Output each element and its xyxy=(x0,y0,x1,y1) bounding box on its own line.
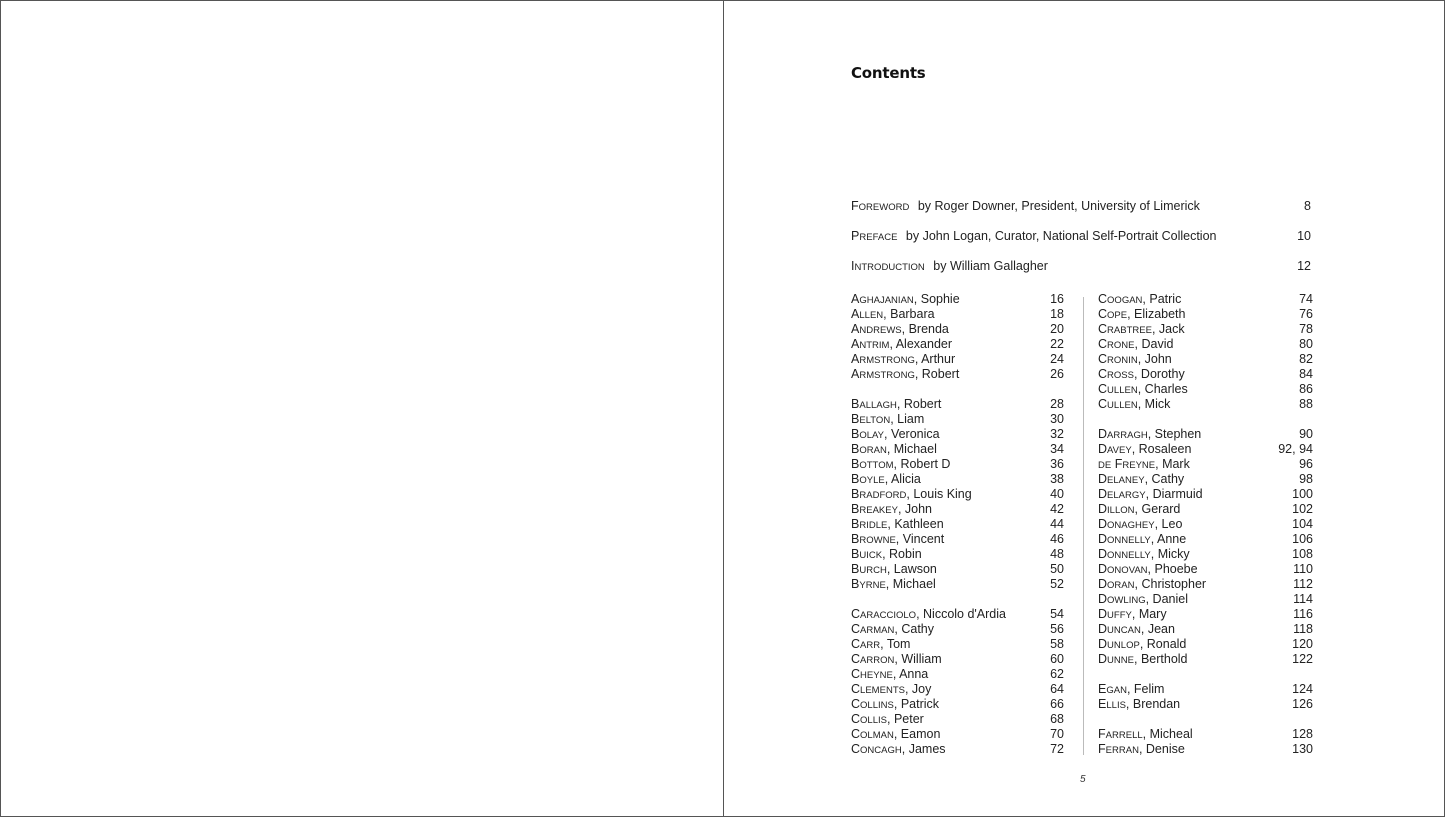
contents-entry[interactable] xyxy=(851,697,1064,712)
contents-entry[interactable] xyxy=(851,502,1064,517)
page-number: 104 xyxy=(1292,517,1313,531)
contents-entry[interactable] xyxy=(1098,307,1313,322)
contents-entry[interactable] xyxy=(1098,682,1313,697)
page-number: 126 xyxy=(1292,697,1313,711)
contents-entry[interactable] xyxy=(851,577,1064,592)
artist-surname: BORAN xyxy=(851,442,887,456)
group-spacer xyxy=(1098,412,1313,427)
artist-surname: DONOVAN xyxy=(1098,562,1148,576)
page-number: 52 xyxy=(1050,577,1064,591)
page-number: 114 xyxy=(1293,592,1313,606)
artist-surname: CROSS xyxy=(1098,367,1134,381)
artist-surname: EGAN xyxy=(1098,682,1127,696)
contents-entry[interactable] xyxy=(1098,352,1313,367)
artist-given-name: , Cathy xyxy=(1144,472,1185,486)
artist-given-name: , Robin xyxy=(882,547,922,561)
contents-entry[interactable] xyxy=(851,307,1064,322)
contents-entry[interactable] xyxy=(851,607,1064,622)
contents-entry[interactable] xyxy=(1098,547,1313,562)
artist-given-name: , Denise xyxy=(1138,742,1185,756)
group-spacer xyxy=(1098,712,1313,727)
artist-given-name: , Cathy xyxy=(894,622,934,636)
artist-surname: ANTRIM xyxy=(851,337,890,351)
contents-entry[interactable] xyxy=(1098,487,1313,502)
contents-entry[interactable] xyxy=(851,367,1064,382)
artist-surname: CONCAGH xyxy=(851,742,902,756)
artist-surname: BOLAY xyxy=(851,427,885,441)
page-number: 80 xyxy=(1299,337,1313,351)
contents-entry[interactable] xyxy=(851,727,1064,742)
artist-surname: CARRON xyxy=(851,652,895,666)
artist-surname: DILLON xyxy=(1098,502,1135,516)
contents-entry[interactable] xyxy=(1098,442,1313,457)
page-number: 28 xyxy=(1050,397,1064,411)
contents-entry[interactable] xyxy=(851,637,1064,652)
artist-given-name: , Mary xyxy=(1131,607,1167,621)
artist-given-name: , William xyxy=(894,652,942,666)
page-number: 20 xyxy=(1050,322,1064,336)
contents-entry[interactable] xyxy=(1098,727,1313,742)
contents-entry[interactable] xyxy=(851,487,1064,502)
artist-given-name: , Gerard xyxy=(1134,502,1181,516)
artist-given-name: , Brenda xyxy=(901,322,949,336)
page-number: 56 xyxy=(1050,622,1064,636)
artist-surname: ALLEN xyxy=(851,307,884,321)
contents-entry[interactable] xyxy=(1098,607,1313,622)
page-number: 42 xyxy=(1050,502,1064,516)
artist-given-name: , Anne xyxy=(1150,532,1187,546)
page-number: 72 xyxy=(1050,742,1064,756)
artist-given-name: , John xyxy=(1137,352,1172,366)
artist-given-name: , Daniel xyxy=(1145,592,1188,606)
artist-given-name: , Joy xyxy=(904,682,932,696)
page-number: 74 xyxy=(1299,292,1313,306)
artist-surname: FERRAN xyxy=(1098,742,1139,756)
artist-given-name: , Alicia xyxy=(884,472,921,486)
artist-surname: BOYLE xyxy=(851,472,885,486)
contents-entry[interactable] xyxy=(851,712,1064,727)
contents-entry[interactable] xyxy=(851,352,1064,367)
artist-given-name: , Mark xyxy=(1155,457,1190,471)
contents-entry[interactable] xyxy=(851,682,1064,697)
artist-given-name: , Louis King xyxy=(906,487,972,501)
page-number: 128 xyxy=(1292,727,1313,741)
page-number: 44 xyxy=(1050,517,1064,531)
page-number: 84 xyxy=(1299,367,1313,381)
artist-given-name: , Arthur xyxy=(914,352,956,366)
page-title: Contents xyxy=(851,64,926,82)
artist-given-name: , Berthold xyxy=(1134,652,1188,666)
page-number: 116 xyxy=(1293,607,1313,621)
page-number: 82 xyxy=(1299,352,1313,366)
front-matter-foreword[interactable] xyxy=(851,199,1311,215)
page-number: 98 xyxy=(1299,472,1313,486)
page-number: 48 xyxy=(1050,547,1064,561)
artist-surname: AGHAJANIAN xyxy=(851,292,914,306)
page-number: 66 xyxy=(1050,697,1064,711)
artist-surname: CULLEN xyxy=(1098,397,1138,411)
artist-surname: DARRAGH xyxy=(1098,427,1148,441)
contents-entry[interactable] xyxy=(1098,367,1313,382)
left-page-blank xyxy=(1,1,723,816)
page-number: 102 xyxy=(1292,502,1313,516)
artist-given-name: , Leo xyxy=(1154,517,1183,531)
page-number: 32 xyxy=(1050,427,1064,441)
page-number: 100 xyxy=(1292,487,1313,501)
artist-given-name: , Patrick xyxy=(893,697,940,711)
artist-given-name: , Felim xyxy=(1126,682,1165,696)
contents-entry[interactable] xyxy=(1098,577,1313,592)
artist-surname: CHEYNE xyxy=(851,667,893,681)
contents-entry[interactable] xyxy=(851,652,1064,667)
artist-surname: DELANEY xyxy=(1098,472,1145,486)
page-number: 90 xyxy=(1299,427,1313,441)
artist-surname: FARRELL xyxy=(1098,727,1143,741)
artist-surname: COPE xyxy=(1098,307,1128,321)
contents-entry[interactable] xyxy=(851,412,1064,427)
artist-given-name: , Charles xyxy=(1137,382,1188,396)
artist-surname: DONAGHEY xyxy=(1098,517,1155,531)
page-number: 16 xyxy=(1050,292,1064,306)
artist-surname: BREAKEY xyxy=(851,502,898,516)
front-matter-text: by William Gallagher xyxy=(933,259,1048,273)
contents-entry[interactable] xyxy=(1098,292,1313,307)
contents-page xyxy=(724,1,1444,816)
artist-given-name: , Barbara xyxy=(883,307,935,321)
contents-entry[interactable] xyxy=(851,562,1064,577)
page-number: 78 xyxy=(1299,322,1313,336)
contents-entry[interactable] xyxy=(851,622,1064,637)
artist-surname: BRIDLE xyxy=(851,517,888,531)
artist-surname: BALLAGH xyxy=(851,397,897,411)
artist-given-name: , Veronica xyxy=(884,427,940,441)
page-number: 86 xyxy=(1299,382,1313,396)
artist-surname: DUNCAN xyxy=(1098,622,1141,636)
artist-given-name: , Brendan xyxy=(1125,697,1181,711)
artist-given-name: , Michael xyxy=(886,442,937,456)
page-number: 8 xyxy=(1304,199,1311,213)
artist-given-name: , Robert xyxy=(914,367,960,381)
artist-given-name: , Peter xyxy=(887,712,924,726)
artist-given-name: , Stephen xyxy=(1147,427,1202,441)
contents-entry[interactable] xyxy=(1098,382,1313,397)
artist-given-name: , Ronald xyxy=(1139,637,1187,651)
front-matter-preface[interactable] xyxy=(851,229,1311,245)
artist-surname: CARR xyxy=(851,637,881,651)
artist-surname: DONNELLY xyxy=(1098,547,1151,561)
contents-entry[interactable] xyxy=(1098,562,1313,577)
page-number: 96 xyxy=(1299,457,1313,471)
artist-given-name: , Micheal xyxy=(1142,727,1193,741)
page-number: 58 xyxy=(1050,637,1064,651)
contents-entry[interactable] xyxy=(851,517,1064,532)
page-number: 130 xyxy=(1292,742,1313,756)
artist-given-name: , Michael xyxy=(885,577,936,591)
artist-given-name: , Vincent xyxy=(895,532,945,546)
artist-given-name: , Kathleen xyxy=(887,517,944,531)
artist-surname: ELLIS xyxy=(1098,697,1126,711)
artist-surname: BOTTOM xyxy=(851,457,894,471)
contents-column-left xyxy=(851,292,1064,757)
contents-entry[interactable] xyxy=(1098,697,1313,712)
page-number: 10 xyxy=(1297,229,1311,243)
contents-entry[interactable] xyxy=(1098,337,1313,352)
contents-entry[interactable] xyxy=(1098,322,1313,337)
page-number: 40 xyxy=(1050,487,1064,501)
artist-given-name: , Alexander xyxy=(889,337,953,351)
artist-given-name: , Robert xyxy=(896,397,942,411)
contents-entry[interactable] xyxy=(1098,397,1313,412)
artist-given-name: , Niccolo d'Ardia xyxy=(916,607,1006,621)
page-number: 54 xyxy=(1050,607,1064,621)
artist-surname: DUFFY xyxy=(1098,607,1132,621)
page-number: 108 xyxy=(1292,547,1313,561)
artist-surname: CLEMENTS xyxy=(851,682,905,696)
contents-column-right xyxy=(1098,292,1313,757)
artist-surname: BURCH xyxy=(851,562,887,576)
page-number: 122 xyxy=(1292,652,1313,666)
page-number: 60 xyxy=(1050,652,1064,666)
artist-given-name: , Diarmuid xyxy=(1145,487,1203,501)
page-number: 110 xyxy=(1293,562,1313,576)
front-matter-text: by Roger Downer, President, University of Limerick xyxy=(917,199,1200,213)
contents-entry[interactable] xyxy=(851,532,1064,547)
artist-given-name: , Phoebe xyxy=(1147,562,1198,576)
group-spacer xyxy=(1098,667,1313,682)
contents-entry[interactable] xyxy=(851,472,1064,487)
artist-surname: ANDREWS xyxy=(851,322,902,336)
page-number: 64 xyxy=(1050,682,1064,696)
artist-surname: CARMAN xyxy=(851,622,895,636)
contents-entry[interactable] xyxy=(851,337,1064,352)
artist-surname: BYRNE xyxy=(851,577,886,591)
page-number: 70 xyxy=(1050,727,1064,741)
artist-surname: DONNELLY xyxy=(1098,532,1151,546)
artist-given-name: , Jack xyxy=(1151,322,1185,336)
artist-surname: DUNLOP xyxy=(1098,637,1140,651)
page-number: 62 xyxy=(1050,667,1064,681)
page-number: 92, 94 xyxy=(1278,442,1313,456)
page-number: 50 xyxy=(1050,562,1064,576)
artist-surname: DE FREYNE xyxy=(1098,457,1156,471)
artist-surname: CARACCIOLO xyxy=(851,607,917,621)
contents-entry[interactable] xyxy=(1098,652,1313,667)
artist-given-name: , Rosaleen xyxy=(1131,442,1192,456)
artist-surname: CRONE xyxy=(1098,337,1135,351)
page-number: 120 xyxy=(1292,637,1313,651)
page-number: 36 xyxy=(1050,457,1064,471)
artist-surname: CRABTREE xyxy=(1098,322,1152,336)
page-number: 46 xyxy=(1050,532,1064,546)
front-matter-label: PREFACE xyxy=(851,229,898,243)
artist-surname: ARMSTRONG xyxy=(851,367,915,381)
artist-surname: BRADFORD xyxy=(851,487,907,501)
artist-given-name: , Robert D xyxy=(893,457,951,471)
group-spacer xyxy=(851,382,1064,397)
artist-given-name: , Eamon xyxy=(893,727,941,741)
contents-entry[interactable] xyxy=(1098,622,1313,637)
artist-given-name: , Christopher xyxy=(1134,577,1207,591)
contents-entry[interactable] xyxy=(851,292,1064,307)
artist-surname: CRONIN xyxy=(1098,352,1138,366)
contents-entry[interactable] xyxy=(1098,457,1313,472)
contents-entry[interactable] xyxy=(1098,592,1313,607)
page-number: 88 xyxy=(1299,397,1313,411)
artist-surname: BROWNE xyxy=(851,532,896,546)
page-number: 118 xyxy=(1293,622,1313,636)
artist-surname: DELARGY xyxy=(1098,487,1146,501)
artist-given-name: , Lawson xyxy=(886,562,937,576)
contents-entry[interactable] xyxy=(851,547,1064,562)
front-matter-text: by John Logan, Curator, National Self-Portrait Collection xyxy=(905,229,1217,243)
front-matter-label: FOREWORD xyxy=(851,199,910,213)
group-spacer xyxy=(851,592,1064,607)
artist-surname: COLLIS xyxy=(851,712,887,726)
page-number: 26 xyxy=(1050,367,1064,381)
page-number: 76 xyxy=(1299,307,1313,321)
artist-given-name: , Patric xyxy=(1142,292,1182,306)
contents-entry[interactable] xyxy=(851,397,1064,412)
contents-entry[interactable] xyxy=(1098,427,1313,442)
artist-given-name: , Dorothy xyxy=(1133,367,1185,381)
page-number: 22 xyxy=(1050,337,1064,351)
artist-surname: COLLINS xyxy=(851,697,894,711)
column-divider xyxy=(1083,297,1084,755)
artist-given-name: , Anna xyxy=(892,667,929,681)
contents-entry[interactable] xyxy=(851,667,1064,682)
artist-given-name: , Jean xyxy=(1140,622,1175,636)
artist-given-name: , Tom xyxy=(880,637,911,651)
artist-surname: BUICK xyxy=(851,547,883,561)
contents-entry[interactable] xyxy=(851,457,1064,472)
artist-surname: DOWLING xyxy=(1098,592,1146,606)
contents-entry[interactable] xyxy=(1098,472,1313,487)
contents-entry[interactable] xyxy=(851,742,1064,757)
artist-surname: DORAN xyxy=(1098,577,1135,591)
page-number: 106 xyxy=(1292,532,1313,546)
artist-given-name: , David xyxy=(1134,337,1174,351)
artist-given-name: , Elizabeth xyxy=(1127,307,1186,321)
page-number: 124 xyxy=(1292,682,1313,696)
contents-entry[interactable] xyxy=(1098,637,1313,652)
page-number: 34 xyxy=(1050,442,1064,456)
contents-entry[interactable] xyxy=(1098,517,1313,532)
page-number: 12 xyxy=(1297,259,1311,273)
artist-surname: ARMSTRONG xyxy=(851,352,915,366)
page-number: 112 xyxy=(1293,577,1313,591)
page-number: 30 xyxy=(1050,412,1064,426)
front-matter-introduction[interactable] xyxy=(851,259,1311,275)
artist-given-name: , John xyxy=(897,502,932,516)
contents-entry[interactable] xyxy=(851,442,1064,457)
artist-surname: BELTON xyxy=(851,412,891,426)
artist-given-name: , Liam xyxy=(890,412,925,426)
contents-entry[interactable] xyxy=(1098,502,1313,517)
page-folio: 5 xyxy=(1080,774,1086,785)
contents-entry[interactable] xyxy=(851,322,1064,337)
page-number: 18 xyxy=(1050,307,1064,321)
artist-surname: DUNNE xyxy=(1098,652,1134,666)
artist-given-name: , Sophie xyxy=(913,292,960,306)
page-number: 38 xyxy=(1050,472,1064,486)
front-matter-label: INTRODUCTION xyxy=(851,259,925,273)
artist-surname: COOGAN xyxy=(1098,292,1143,306)
contents-entry[interactable] xyxy=(851,427,1064,442)
artist-given-name: , James xyxy=(901,742,946,756)
artist-surname: COLMAN xyxy=(851,727,894,741)
artist-given-name: , Mick xyxy=(1137,397,1171,411)
artist-given-name: , Micky xyxy=(1150,547,1190,561)
page-number: 68 xyxy=(1050,712,1064,726)
contents-entry[interactable] xyxy=(1098,532,1313,547)
artist-surname: CULLEN xyxy=(1098,382,1138,396)
contents-entry[interactable] xyxy=(1098,742,1313,757)
artist-surname: DAVEY xyxy=(1098,442,1132,456)
page-number: 24 xyxy=(1050,352,1064,366)
